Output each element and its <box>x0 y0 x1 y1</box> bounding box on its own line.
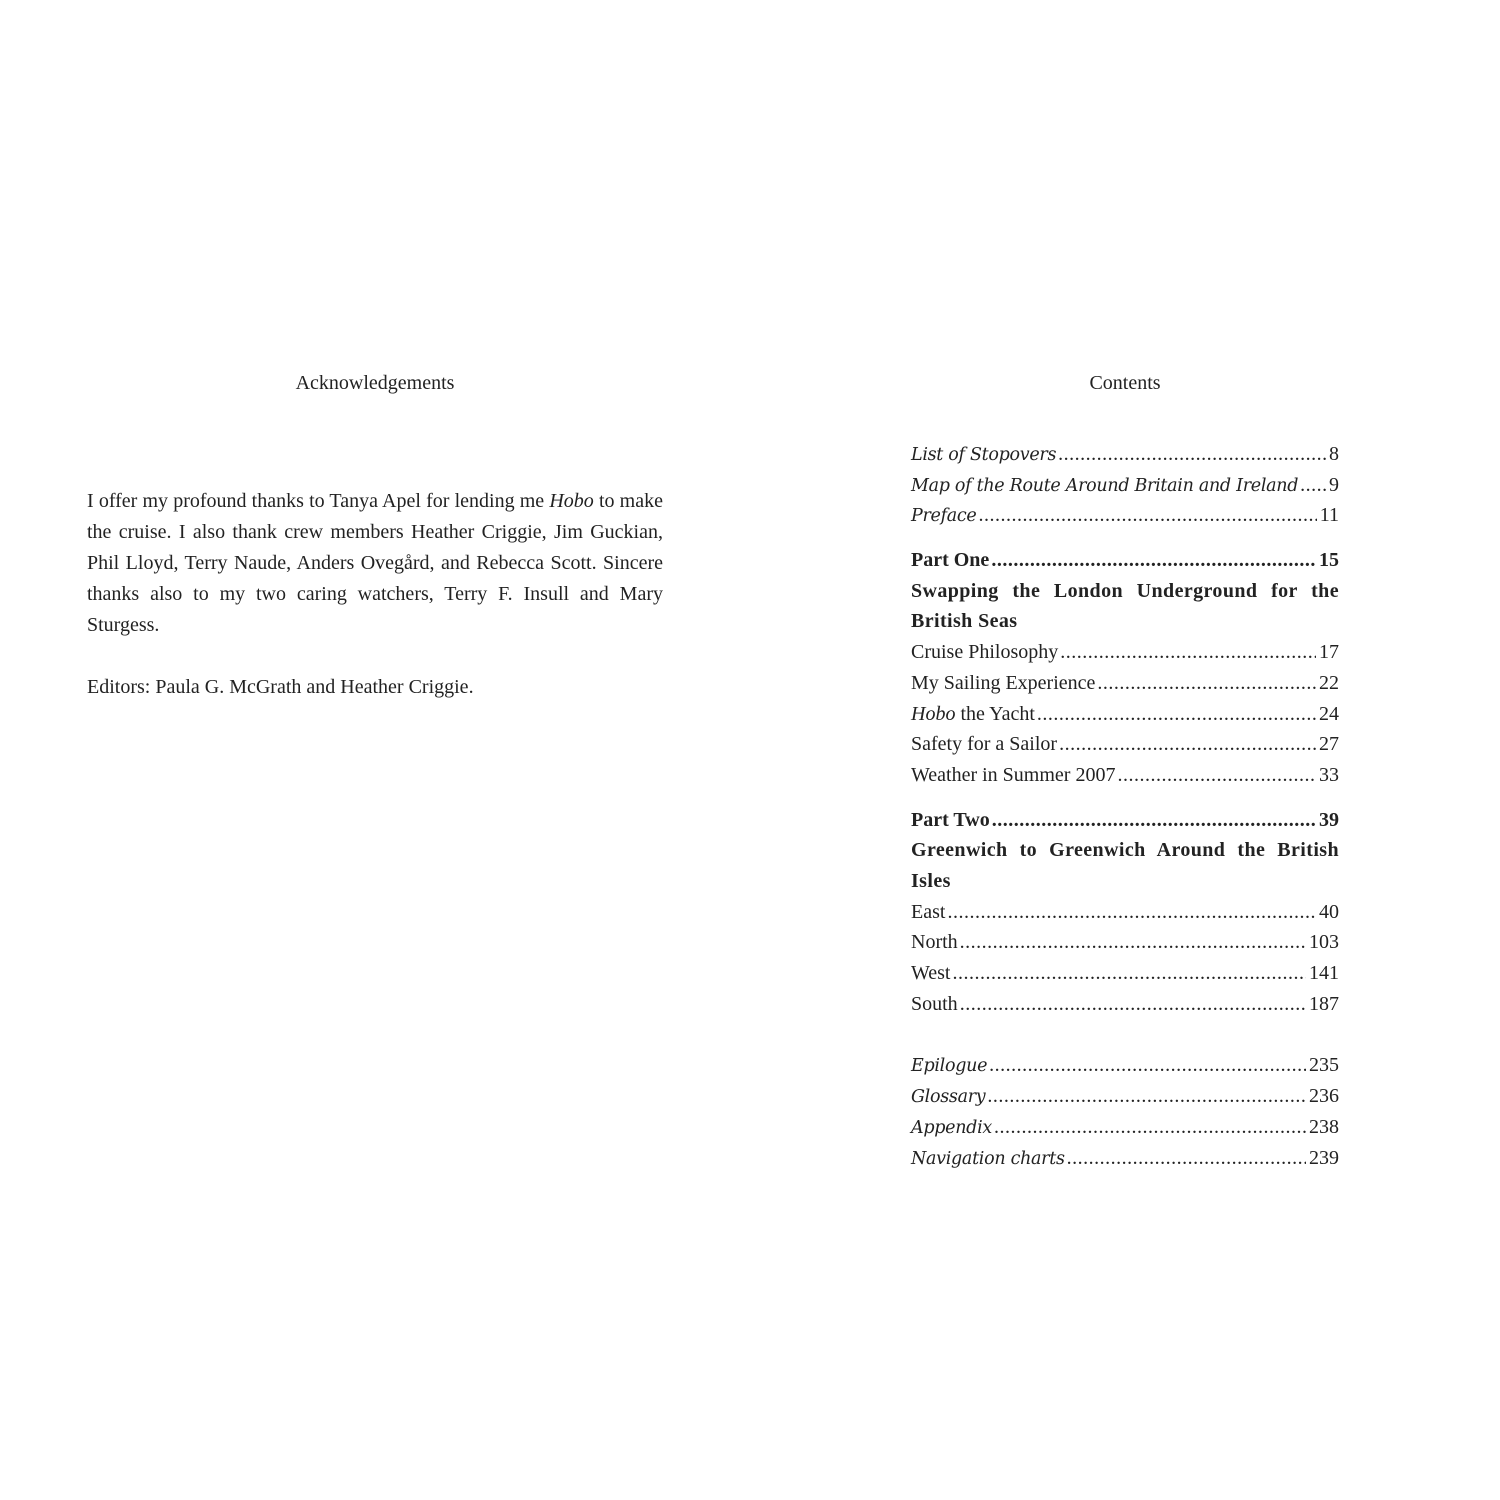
dot-leader <box>953 958 1307 989</box>
dot-leader <box>1117 760 1316 791</box>
ack-boat-name: Hobo <box>549 490 594 512</box>
dot-leader <box>947 897 1316 928</box>
dot-leader <box>960 989 1306 1020</box>
part-one-subtitle: Swapping the London Underground for the British Seas <box>911 579 1339 633</box>
dot-leader <box>989 1050 1306 1081</box>
toc-entry-title: Navigation charts <box>911 1148 1065 1169</box>
toc-entry-title: Epilogue <box>911 1056 988 1077</box>
toc-entry-list-of-stopovers[interactable] <box>911 439 1339 470</box>
toc-entry-page: 33 <box>1319 763 1339 786</box>
dot-leader <box>1300 470 1326 501</box>
ack-text-after: to make the cruise. I also thank crew members Heather Criggie, Jim Guckian, Phil Lloyd, Terry Naude, Anders Ovegård, and Rebecca Scott. Sincere thanks also to my two caring watchers, Terry F. Insull and Mary Sturgess. <box>87 490 663 636</box>
dot-leader <box>1037 699 1316 730</box>
toc-entry-title: My Sailing Experience <box>911 671 1096 694</box>
contents-heading: Contents <box>1089 372 1161 394</box>
dot-leader <box>1097 668 1316 699</box>
toc-entry-page: 11 <box>1319 504 1339 527</box>
dot-leader <box>978 500 1316 531</box>
dot-leader <box>994 1112 1306 1143</box>
toc-entry-page: 40 <box>1319 900 1339 923</box>
dot-leader <box>1058 439 1326 470</box>
toc-entry-title: List of Stopovers <box>911 445 1057 465</box>
toc-entry-part-one[interactable] <box>911 545 1339 576</box>
toc-entry-title: Preface <box>911 506 977 527</box>
dot-leader <box>991 545 1316 576</box>
toc-entry-hobo-the-yacht[interactable] <box>911 699 1339 730</box>
toc-entry-title: Safety for a Sailor <box>911 733 1058 756</box>
toc-entry-epilogue[interactable] <box>911 1050 1339 1081</box>
dot-leader <box>987 1081 1306 1112</box>
toc-entry-title: West <box>911 962 951 985</box>
toc-entry-page: 24 <box>1319 702 1339 725</box>
toc-entry-title: Map of the Route Around Britain and Ireland <box>911 475 1299 496</box>
toc-entry-page: 187 <box>1309 992 1339 1015</box>
toc-entry-north[interactable] <box>911 927 1339 958</box>
toc-entry-title: East <box>911 900 946 923</box>
toc-entry-south[interactable] <box>911 989 1339 1020</box>
toc-entry-page: 238 <box>1309 1115 1339 1138</box>
toc-entry-page: 235 <box>1309 1054 1339 1077</box>
toc-entry-cruise-philosophy[interactable] <box>911 637 1339 668</box>
toc-entry-page: 8 <box>1329 443 1339 465</box>
toc-entry-east[interactable] <box>911 897 1339 928</box>
dot-leader <box>1059 729 1316 760</box>
toc-entry-preface[interactable] <box>911 500 1339 531</box>
toc-entry-page: 9 <box>1329 473 1339 496</box>
toc-entry-title: Appendix <box>911 1117 992 1138</box>
toc-entry-page: 15 <box>1319 549 1339 572</box>
dot-leader <box>960 927 1306 958</box>
toc-entry-title: Glossary <box>911 1087 986 1108</box>
toc-entry-title: South <box>911 992 958 1015</box>
editors-line: Editors: Paula G. McGrath and Heather Criggie. <box>87 676 474 698</box>
toc-entry-title: North <box>911 931 958 954</box>
toc-entry-west[interactable] <box>911 958 1339 989</box>
toc-entry-title-rest: the Yacht <box>955 702 1035 725</box>
toc-entry-page: 239 <box>1309 1146 1339 1169</box>
acknowledgements-body <box>87 486 663 703</box>
toc-part-two <box>911 805 1339 1020</box>
part-two-subtitle: Greenwich to Greenwich Around the British Isles <box>911 839 1339 892</box>
toc-entry-weather-summer-2007[interactable] <box>911 760 1339 791</box>
toc-entry-title <box>911 699 1035 730</box>
dot-leader <box>992 805 1316 836</box>
toc-entry-page: 141 <box>1309 962 1339 985</box>
dot-leader <box>1067 1143 1306 1174</box>
toc-front-matter <box>911 439 1339 531</box>
toc-entry-part-two[interactable] <box>911 805 1339 836</box>
toc-entry-page: 103 <box>1309 931 1339 954</box>
toc-part-one <box>911 545 1339 791</box>
toc-entry-glossary[interactable] <box>911 1081 1339 1112</box>
toc-entry-page: 27 <box>1319 733 1339 756</box>
toc-entry-navigation-charts[interactable] <box>911 1143 1339 1174</box>
boat-name: Hobo <box>911 702 956 725</box>
toc-part-label: Part Two <box>911 808 990 831</box>
toc-entry-page: 39 <box>1319 808 1339 831</box>
toc-part-label: Part One <box>911 549 990 572</box>
toc-entry-my-sailing-experience[interactable] <box>911 668 1339 699</box>
toc-entry-title: Cruise Philosophy <box>911 641 1059 664</box>
ack-text-before: I offer my profound thanks to Tanya Apel for lending me <box>87 490 550 512</box>
toc-entry-page: 17 <box>1319 641 1339 664</box>
toc-entry-safety-for-a-sailor[interactable] <box>911 729 1339 760</box>
table-of-contents <box>911 439 1339 1173</box>
toc-entry-page: 236 <box>1309 1085 1339 1108</box>
dot-leader <box>1060 637 1316 668</box>
toc-back-matter <box>911 1050 1339 1173</box>
toc-entry-appendix[interactable] <box>911 1112 1339 1143</box>
toc-entry-page: 22 <box>1319 671 1339 694</box>
acknowledgements-heading: Acknowledgements <box>295 372 455 394</box>
acknowledgements-paragraph <box>87 486 663 641</box>
toc-entry-title: Weather in Summer 2007 <box>911 763 1116 786</box>
toc-entry-map-of-route[interactable] <box>911 470 1339 501</box>
